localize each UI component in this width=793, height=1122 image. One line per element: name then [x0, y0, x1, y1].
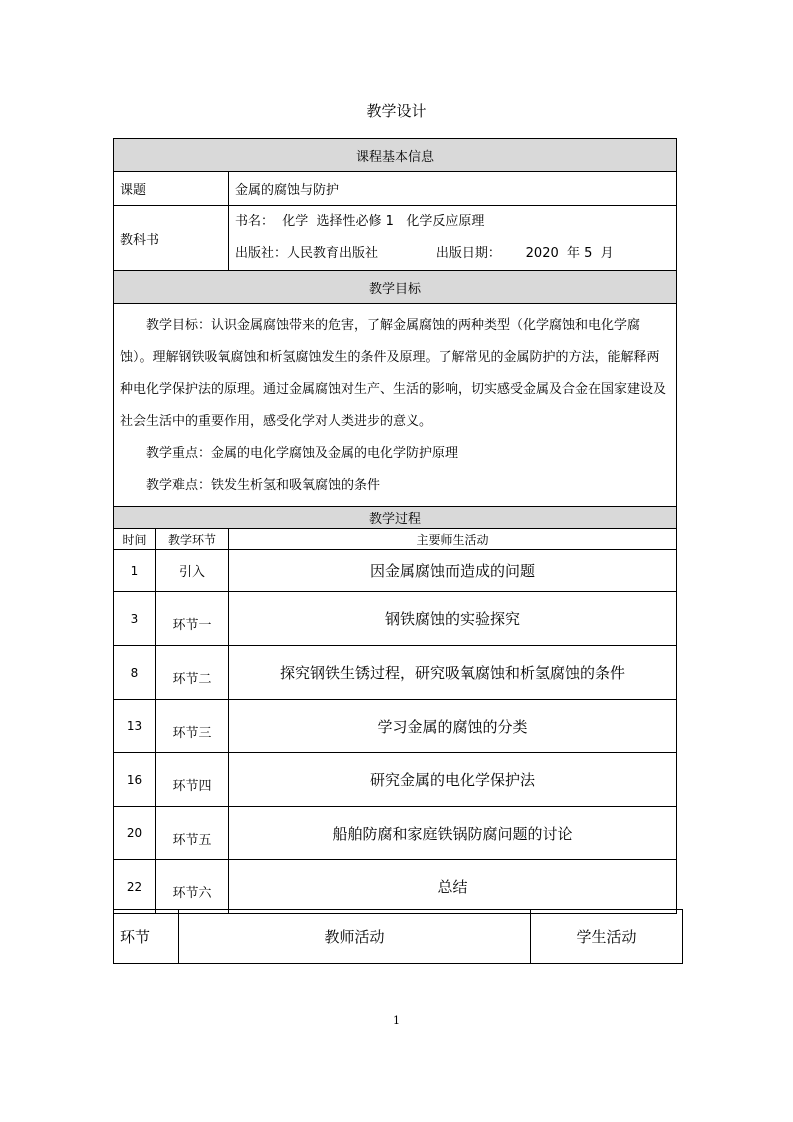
row-activity: 总结	[229, 860, 677, 914]
activity-table	[113, 909, 683, 964]
table-row	[114, 753, 677, 807]
col-header-stage: 教学环节	[156, 529, 229, 550]
row-time: 13	[114, 700, 156, 753]
row-stage: 引入	[156, 550, 229, 592]
row-stage: 环节五	[156, 807, 229, 860]
objective-text: 教学目标：认识金属腐蚀带来的危害，了解金属腐蚀的两种类型（化学腐蚀和电化学腐蚀）。理解钢铁吸氧腐蚀和析氢腐蚀发生的条件及原理。了解常见的金属防护的方法，能解释两种电化学保护法的原理。通过金属腐蚀对生产、生活的影响，切实感受金属及合金在国家建设及社会生活中的重要作用，感受化学对人类进步的意义。	[120, 318, 667, 429]
table-row	[114, 700, 677, 753]
row-time: 16	[114, 753, 156, 807]
row-stage: 环节四	[156, 753, 229, 807]
row-activity: 钢铁腐蚀的实验探究	[229, 592, 677, 646]
footer-col-teacher: 教师活动	[179, 910, 531, 964]
row-activity: 探究钢铁生锈过程，研究吸氧腐蚀和析氢腐蚀的条件	[229, 646, 677, 700]
topic-value: 金属的腐蚀与防护	[229, 172, 677, 206]
row-time: 1	[114, 550, 156, 592]
row-stage: 环节一	[156, 592, 229, 646]
goals-header: 教学目标	[114, 271, 677, 304]
table-row	[114, 592, 677, 646]
row-stage: 环节二	[156, 646, 229, 700]
goals-content	[114, 304, 677, 507]
book-name-line: 书名： 化学 选择性必修 1 化学反应原理	[235, 214, 485, 229]
document-title: 教学设计	[366, 102, 427, 120]
publisher-line: 出版社：人民教育出版社 出版日期： 2020 年 5 月	[235, 246, 614, 261]
col-header-activity: 主要师生活动	[229, 529, 677, 550]
row-time: 3	[114, 592, 156, 646]
footer-col-student: 学生活动	[531, 910, 683, 964]
row-stage: 环节六	[156, 860, 229, 914]
row-activity: 研究金属的电化学保护法	[229, 753, 677, 807]
page-number: 1	[393, 1014, 400, 1027]
row-stage: 环节三	[156, 700, 229, 753]
lesson-plan-table	[113, 138, 677, 914]
row-activity: 船舶防腐和家庭铁锅防腐问题的讨论	[229, 807, 677, 860]
basic-info-header: 课程基本信息	[114, 139, 677, 172]
table-row	[114, 807, 677, 860]
row-activity: 学习金属的腐蚀的分类	[229, 700, 677, 753]
textbook-label: 教科书	[114, 206, 229, 271]
row-activity: 因金属腐蚀而造成的问题	[229, 550, 677, 592]
table-row	[114, 646, 677, 700]
row-time: 8	[114, 646, 156, 700]
col-header-time: 时间	[114, 529, 156, 550]
table-row	[114, 550, 677, 592]
key-point-text: 教学重点：金属的电化学腐蚀及金属的电化学防护原理	[146, 446, 459, 461]
difficulty-text: 教学难点：铁发生析氢和吸氧腐蚀的条件	[146, 478, 381, 493]
footer-col-stage: 环节	[114, 910, 179, 964]
row-time: 20	[114, 807, 156, 860]
process-header: 教学过程	[114, 507, 677, 529]
textbook-info	[229, 206, 677, 271]
topic-label: 课题	[114, 172, 229, 206]
table-row	[114, 860, 677, 914]
row-time: 22	[114, 860, 156, 914]
